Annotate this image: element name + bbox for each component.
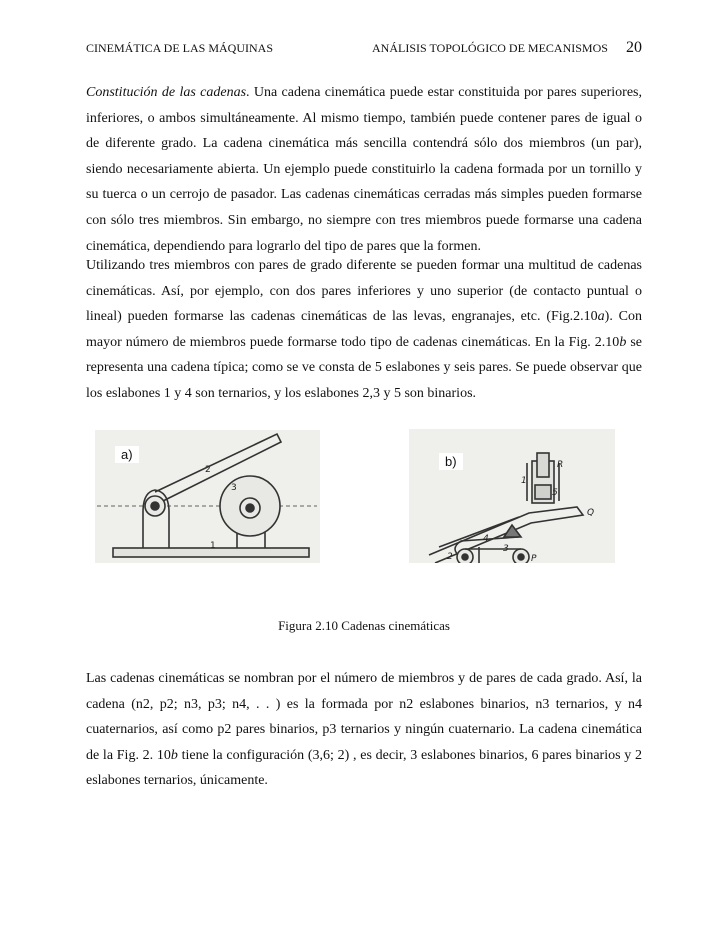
figure-ref-italic: b <box>170 747 178 763</box>
paragraph-text: se representa una cadena típica; como se ve consta de 5 eslabones y seis pares. Se puede observar que los eslabones 1 y 4 son ternarios, y los eslabones 2,3 y 5 son binarios. <box>86 334 642 401</box>
figure-b-label: b) <box>439 453 463 470</box>
paragraph-text: Las cadenas cinemáticas se nombran por el número de miembros y de pares de cada grado. Así, la cadena (n2, p2; n3, p3; n4, . . ) es la formada por n2 eslabones binarios, n3 ternarios, y n4 cuaternarios, así como p2 pares binarios, p3 ternarios y ningún cuaternario. La cadena cinemática de la Fig. 2. 10 <box>86 671 642 763</box>
paragraph-three-members <box>86 253 642 407</box>
link-label-P: P <box>531 554 537 563</box>
page-header <box>86 41 642 61</box>
link-label-3: 3 <box>503 544 509 554</box>
link-label-3: 3 <box>231 483 237 493</box>
figure-a-label: a) <box>115 446 139 463</box>
figure-ref-italic: a <box>597 309 605 325</box>
paragraph-text: . Una cadena cinemática puede estar constituida por pares superiores, inferiores, o ambos simultáneamente. Al mismo tiempo, también puede contener pares de igual o de diferente grado. La cadena cinemática más sencilla contendrá sólo dos miembros (un par), siendo necesariamente abierta. Un ejemplo puede constituirlo la cadena formada por un tornillo y su tuerca o un cerrojo de pasador. Las cadenas cinemáticas cerradas más simples pueden formarse con sólo tres miembros. Sin embargo, no siempre con tres miembros puede formarse una cadena cinemática, dependiendo para lograrlo del tipo de pares que la formen. <box>86 85 642 254</box>
paragraph-text: ). Con mayor número de miembros puede formarse todo tipo de cadenas cinemáticas. En la Fig. 2.10 <box>86 309 642 350</box>
link-label-2: 2 <box>447 552 453 562</box>
header-left: CINEMÁTICA DE LAS MÁQUINAS <box>86 41 274 55</box>
paragraph-text: Utilizando tres miembros con pares de grado diferente se pueden formar una multitud de cadenas cinemáticas. Así, por ejemplo, con dos pares inferiores y uno superior (de contacto puntual o lineal) pueden formarse las cadenas cinemáticas de las levas, engranajes, etc. (Fig.2.10 <box>86 258 642 325</box>
paragraph-text: tiene la configuración (3,6; 2) , es decir, 3 eslabones binarios, 6 pares binarios y 2 eslabones ternarios, únicamente. <box>86 747 642 789</box>
figure-ref-italic: b <box>619 334 627 350</box>
link-label-Q: Q <box>587 508 595 518</box>
figure-caption: Figura 2.10 Cadenas cinemáticas <box>278 618 450 633</box>
paragraph-title: Constitución de las cadenas <box>86 85 247 100</box>
header-center: ANÁLISIS TOPOLÓGICO DE MECANISMOS <box>372 41 608 55</box>
paragraph-constitution <box>86 80 642 259</box>
paragraph-naming <box>86 666 642 794</box>
link-label-R: R <box>557 460 564 470</box>
link-label-1: 1 <box>210 541 216 551</box>
figure-b <box>409 429 615 563</box>
link-label-5: 5 <box>552 488 558 498</box>
figure-a <box>95 430 320 563</box>
figure-b-drawing <box>409 429 615 563</box>
link-label-4: 4 <box>483 534 489 544</box>
page-number: 20 <box>626 39 642 56</box>
link-label-1: 1 <box>521 476 527 486</box>
link-label-2: 2 <box>205 465 211 475</box>
